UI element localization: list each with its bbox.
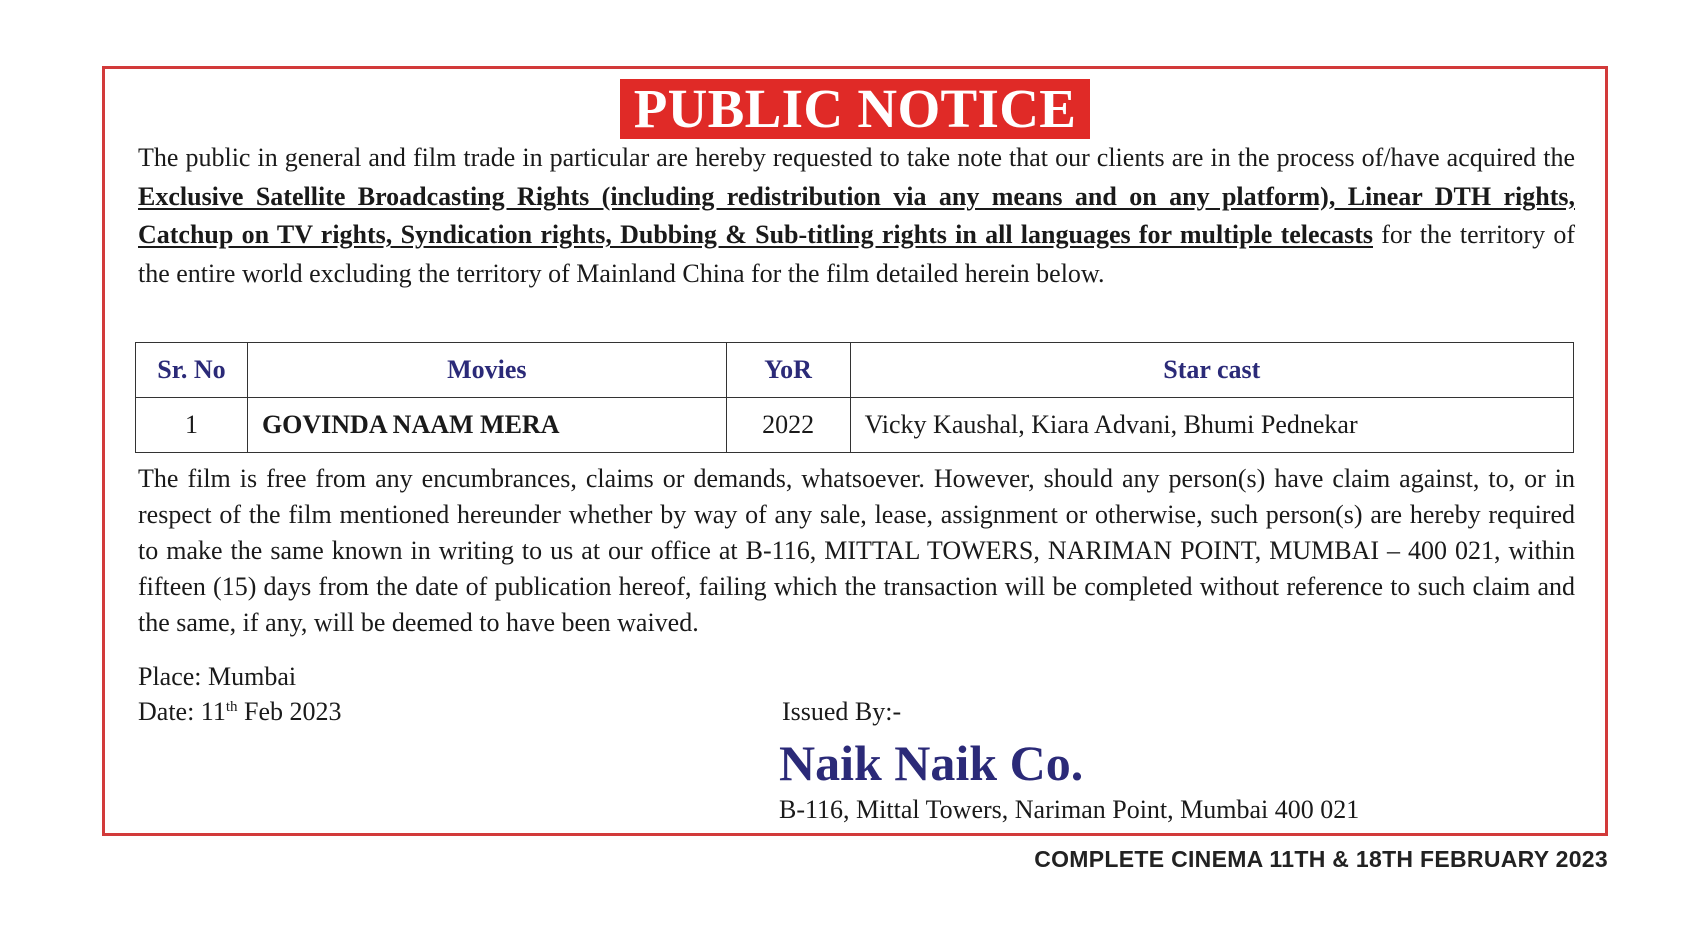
date-suffix: Feb 2023	[237, 697, 342, 726]
publication-footer: COMPLETE CINEMA 11TH & 18TH FEBRUARY 2023	[1034, 846, 1608, 872]
notice-title: PUBLIC NOTICE	[620, 79, 1090, 139]
claims-paragraph: The film is free from any encumbrances, claims or demands, whatsoever. However, should any person(s) have claim against, to, or in respect of the film mentioned hereunder whether by way of any sale, lease, assignment or otherwise, such person(s) are hereby required to make the same known in writing to us at our office at B-116, MITTAL TOWERS, NARIMAN POINT, MUMBAI – 400 021, within fifteen (15) days from the date of publication hereof, failing which the transaction will be completed without reference to such claim and the same, if any, will be deemed to have been waived.	[138, 464, 1575, 637]
issued-by-label: Issued By:-	[782, 697, 902, 726]
table-header-row	[136, 343, 1574, 398]
intro-text-start: The public in general and film trade in particular are hereby requested to take note that our clients are in the process of/have acquired the	[138, 143, 1575, 172]
date-prefix: Date: 11	[138, 697, 226, 726]
cell-movie-title: GOVINDA NAAM MERA	[247, 398, 726, 453]
header-yor: YoR	[726, 343, 850, 398]
company-address: B-116, Mittal Towers, Nariman Point, Mumbai 400 021	[779, 795, 1360, 824]
intro-text-end: for the territory of the entire world excluding the territory of Mainland China for the film detailed herein below.	[138, 220, 1575, 288]
intro-paragraph	[138, 139, 1575, 293]
movie-table	[135, 342, 1574, 453]
cell-sr-no: 1	[136, 398, 248, 453]
table-row	[136, 398, 1574, 453]
date-ordinal: th	[225, 699, 238, 715]
date-line	[138, 696, 342, 728]
rights-description: Exclusive Satellite Broadcasting Rights (including redistribution via any means and on any platform), Linear DTH rights, Catchup on TV rights, Syndication rights, Dubbing & Sub-titling rights in all languages for multiple telecasts	[138, 181, 1575, 249]
header-sr-no: Sr. No	[136, 343, 248, 398]
header-star-cast: Star cast	[850, 343, 1573, 398]
cell-star-cast: Vicky Kaushal, Kiara Advani, Bhumi Pednekar	[850, 398, 1573, 453]
public-notice-frame	[102, 66, 1608, 836]
title-wrapper	[105, 79, 1605, 139]
cell-year-of-release: 2022	[726, 398, 850, 453]
place-line: Place: Mumbai	[138, 662, 297, 691]
header-movies: Movies	[247, 343, 726, 398]
company-name: Naik Naik Co.	[779, 735, 1084, 791]
